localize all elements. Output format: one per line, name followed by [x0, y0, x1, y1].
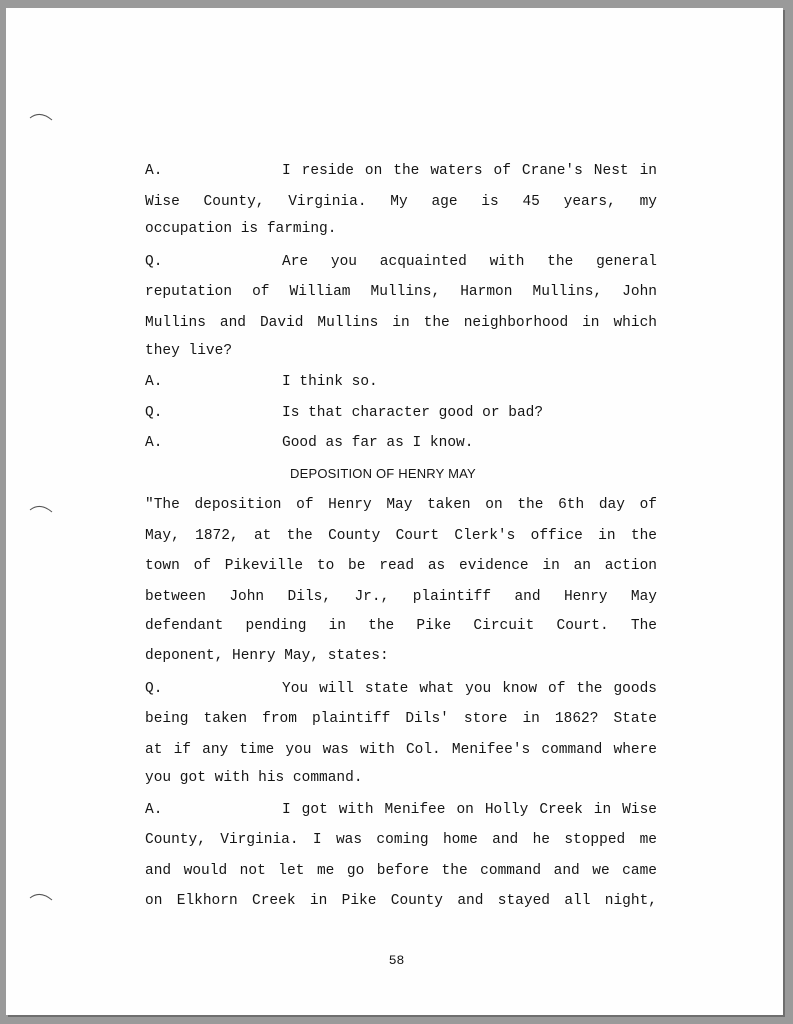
answer-label: A.	[145, 802, 163, 818]
section-heading: DEPOSITION OF HENRY MAY	[290, 466, 476, 481]
question-line: at if any time you was with Col. Menifee's command where	[145, 742, 657, 758]
punch-hole-mark	[28, 500, 56, 514]
answer-line: Wise County, Virginia. My age is 45 years, my	[145, 194, 657, 210]
question-first-line: You will state what you know of the goods	[282, 681, 657, 697]
punch-hole-mark	[28, 108, 56, 122]
question-line: Mullins and David Mullins in the neighborhood in which	[145, 315, 657, 331]
question-line: being taken from plaintiff Dils' store in 1862? State	[145, 711, 657, 727]
answer-first-line: I got with Menifee on Holly Creek in Wise	[282, 802, 657, 818]
page-number: 58	[388, 953, 405, 968]
answer-line: occupation is farming.	[145, 221, 337, 237]
paragraph-line: "The deposition of Henry May taken on the 6th day of	[145, 497, 657, 513]
answer-first-line: I think so.	[282, 374, 378, 390]
answer-first-line: Good as far as I know.	[282, 435, 474, 451]
question-first-line: Are you acquainted with the general	[282, 254, 657, 270]
question-label: Q.	[145, 254, 163, 270]
paragraph-line: defendant pending in the Pike Circuit Court. The	[145, 618, 657, 634]
answer-line: County, Virginia. I was coming home and he stopped me	[145, 832, 657, 848]
paragraph-line: town of Pikeville to be read as evidence in an action	[145, 558, 657, 574]
answer-line: and would not let me go before the command and we came	[145, 863, 657, 879]
question-first-line: Is that character good or bad?	[282, 405, 544, 421]
paragraph-line: between John Dils, Jr., plaintiff and Henry May	[145, 589, 657, 605]
answer-label: A.	[145, 374, 163, 390]
question-line: reputation of William Mullins, Harmon Mullins, John	[145, 284, 657, 300]
answer-label: A.	[145, 163, 163, 179]
paragraph-line: deponent, Henry May, states:	[145, 648, 389, 664]
question-line: you got with his command.	[145, 770, 363, 786]
answer-first-line: I reside on the waters of Crane's Nest in	[282, 163, 657, 179]
question-label: Q.	[145, 681, 163, 697]
punch-hole-mark	[28, 888, 56, 902]
question-line: they live?	[145, 343, 233, 359]
paragraph-line: May, 1872, at the County Court Clerk's office in the	[145, 528, 657, 544]
answer-label: A.	[145, 435, 163, 451]
question-label: Q.	[145, 405, 163, 421]
answer-line: on Elkhorn Creek in Pike County and stayed all night,	[145, 893, 657, 909]
